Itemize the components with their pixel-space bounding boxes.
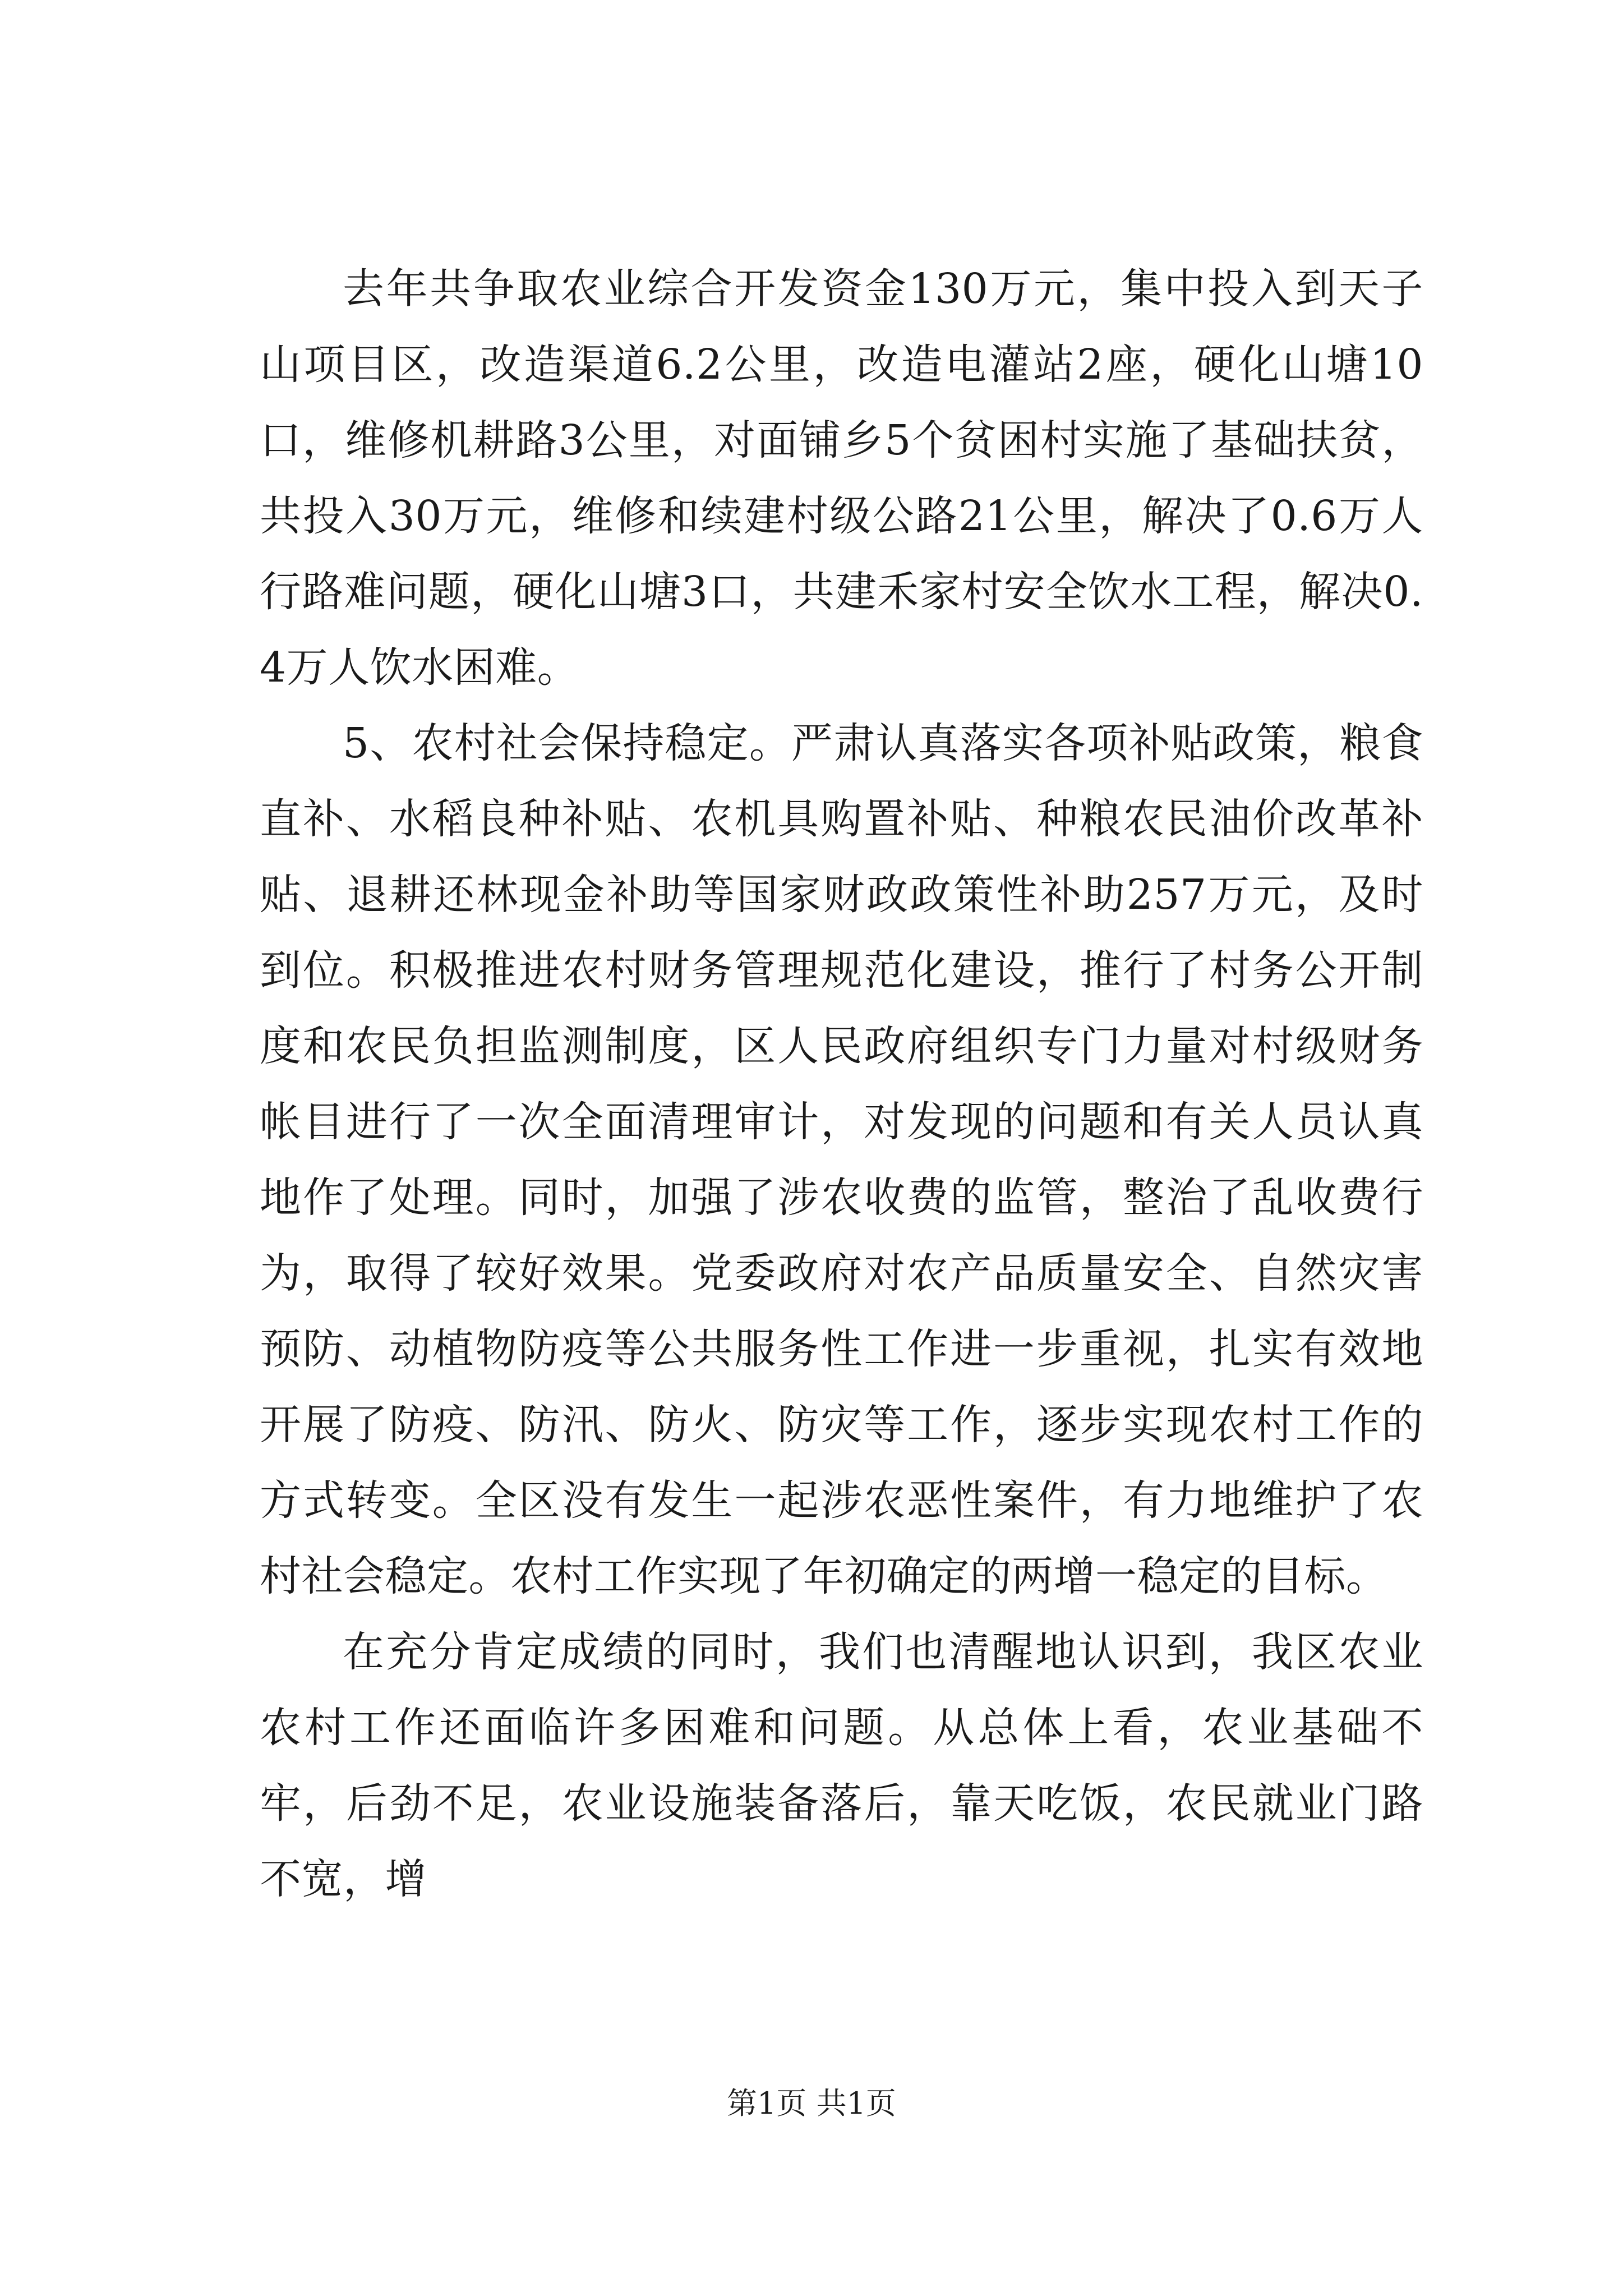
paragraph-problems: 在充分肯定成绩的同时，我们也清醒地认识到，我区农业农村工作还面临许多困难和问题。从总体上看，农业基础不牢，后劲不足，农业设施装备落后，靠天吃饭，农民就业门路不宽，增 bbox=[260, 1628, 1423, 1903]
paragraph-rural-stability: 5、农村社会保持稳定。严肃认真落实各项补贴政策，粮食直补、水稻良种补贴、农机具购置补贴、种粮农民油价改革补贴、退耕还林现金补助等国家财政政策性补助257万元，及时到位。积极推进农村财务管理规范化建设，推行了村务公开制度和农民负担监测制度，区人民政府组织专门力量对村级财务帐目进行了一次全面清理审计，对发现的问题和有关人员认真地作了处理。同时，加强了涉农收费的监管，整治了乱收费行为，取得了较好效果。党委政府对农产品质量安全、自然灾害预防、动植物防疫等公共服务性工作进一步重视，扎实有效地开展了防疫、防汛、防火、防灾等工作，逐步实现农村工作的方式转变。全区没有发生一起涉农恶性案件，有力地维护了农村社会稳定。农村工作实现了年初确定的两增一稳定的目标。 bbox=[260, 719, 1423, 1600]
page-footer bbox=[0, 2084, 1623, 2123]
paragraph-funding: 去年共争取农业综合开发资金130万元，集中投入到天子山项目区，改造渠道6.2公里，改造电灌站2座，硬化山塘10口，维修机耕路3公里，对面铺乡5个贫困村实施了基础扶贫，共投入30万元，维修和续建村级公路21公里，解决了0.6万人行路难问题，硬化山塘3口，共建禾家村安全饮水工程，解决0.4万人饮水困难。 bbox=[260, 265, 1423, 692]
document-body bbox=[260, 251, 1423, 1917]
page-number-label: 第1页 共1页 bbox=[727, 2086, 896, 2121]
